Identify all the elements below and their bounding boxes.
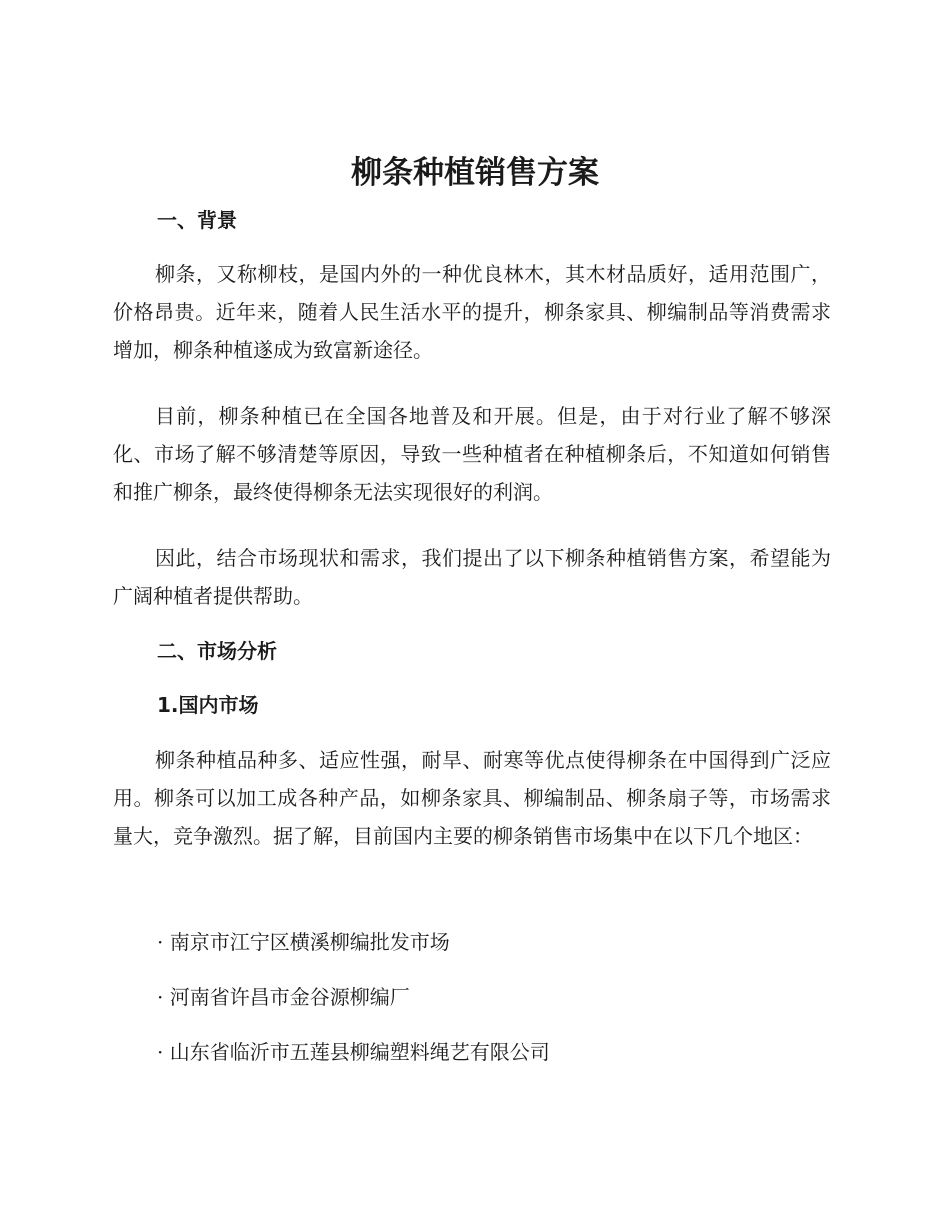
list-item-market-xuchang: · 河南省许昌市金谷源柳编厂	[157, 985, 410, 1009]
section-heading-market-analysis: 二、市场分析	[157, 639, 277, 663]
section-heading-background: 一、背景	[157, 208, 237, 232]
paragraph-domestic-market: 柳条种植品种多、适应性强，耐旱、耐寒等优点使得柳条在中国得到广泛应用。柳条可以加工成各种产品，如柳条家具、柳编制品、柳条扇子等，市场需求量大，竞争激烈。据了解，目前国内主要的柳条销售市场集中在以下几个地区：	[113, 748, 831, 848]
document-title: 柳条种植销售方案	[351, 155, 599, 191]
paragraph-background-intro: 柳条，又称柳枝，是国内外的一种优良林木，其木材品质好，适用范围广，价格昂贵。近年来，随着人民生活水平的提升，柳条家具、柳编制品等消费需求增加，柳条种植遂成为致富新途径。	[113, 262, 831, 362]
list-item-market-nanjing: · 南京市江宁区横溪柳编批发市场	[157, 930, 450, 954]
paragraph-background-status: 目前，柳条种植已在全国各地普及和开展。但是，由于对行业了解不够深化、市场了解不够清楚等原因，导致一些种植者在种植柳条后，不知道如何销售和推广柳条，最终使得柳条无法实现很好的利润。	[113, 404, 831, 504]
paragraph-background-purpose: 因此，结合市场现状和需求，我们提出了以下柳条种植销售方案，希望能为广阔种植者提供帮助。	[113, 546, 831, 608]
subheading-domestic-market: 1.国内市场	[157, 693, 259, 717]
list-item-market-linyi: · 山东省临沂市五莲县柳编塑料绳艺有限公司	[157, 1040, 550, 1064]
